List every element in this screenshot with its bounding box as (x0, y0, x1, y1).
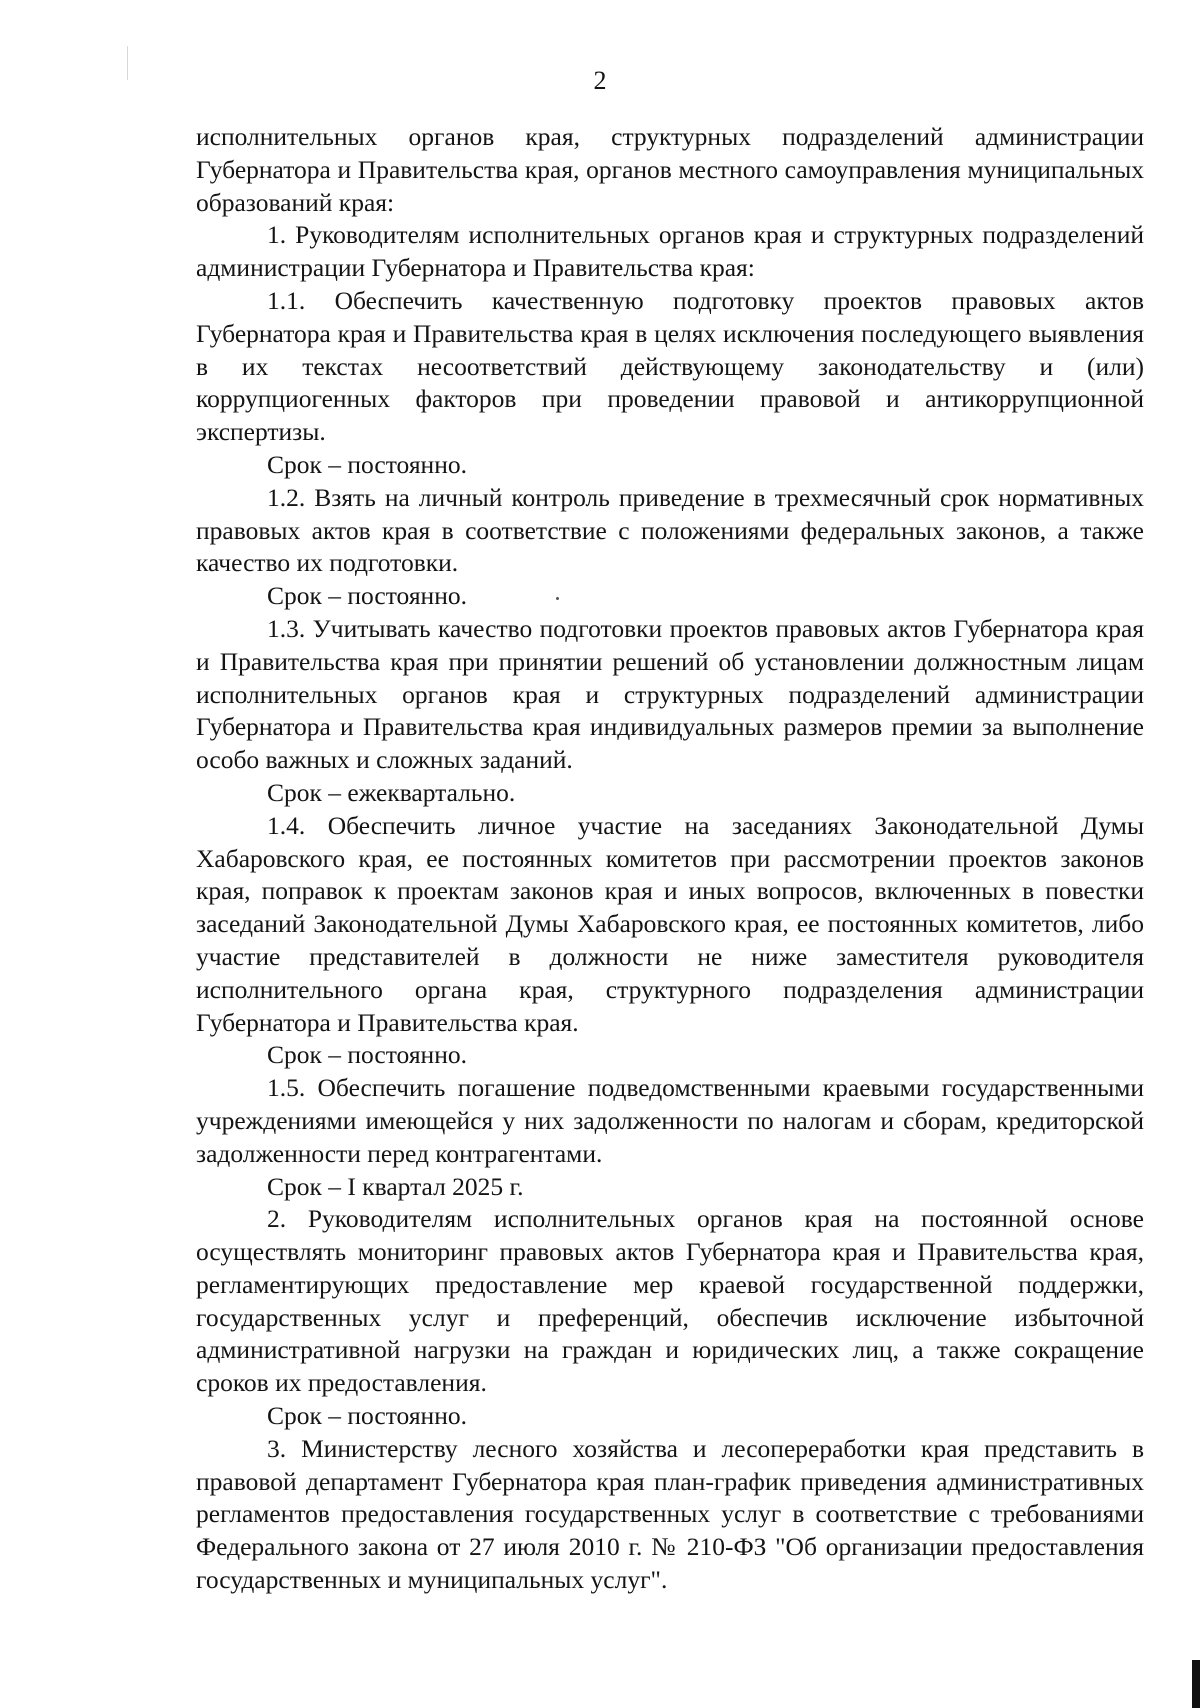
scan-edge-mark (1192, 1660, 1200, 1708)
paragraph-item-1-4: 1.4. Обеспечить личное участие на заседаниях Законодательной Думы Хабаровского края, ее постоянных комитетов при рассмотрении проектов законов края, поправок к проектам законов края и иных вопросов, включенных в повестки заседаний Законодательной Думы Хабаровского края, ее постоянных комитетов, либо участие представителей в должности не ниже заместителя руководителя исполнительного органа края, структурного подразделения администрации Губернатора и Правительства края. (196, 810, 1144, 1037)
paragraph-item-1-3: 1.3. Учитывать качество подготовки проектов правовых актов Губернатора края и Правительства края при принятии решений об установлении должностным лицам исполнительных органов края и структурных подразделений администрации Губернатора и Правительства края индивидуальных размеров премии за выполнение особо важных и сложных заданий. (196, 613, 1144, 775)
paragraph-deadline: Срок – постоянно. (267, 449, 467, 479)
paragraph-item-1: 1. Руководителям исполнительных органов края и структурных подразделений администрации Губернатора и Правительства края: (196, 220, 1144, 283)
paragraph-item-2: 2. Руководителям исполнительных органов края на постоянной основе осуществлять мониторинг правовых актов Губернатора края и Правительства края, регламентирующих предоставление мер краевой государственной поддержки, государственных услуг и преференций, обеспечив исключение избыточной административной нагрузки на граждан и юридических лиц, а также сокращение сроков их предоставления. (196, 1204, 1144, 1398)
paragraph-item-3: 3. Министерству лесного хозяйства и лесопереработки края представить в правовой департамент Губернатора края план-график приведения административных регламентов предоставления государственных услуг в соответствие с требованиями Федерального закона от 27 июля 2010 г. № 210-ФЗ "Об организации предоставления государственных и муниципальных услуг". (196, 1433, 1144, 1595)
paragraph-item-1-2: 1.2. Взять на личный контроль приведение в трехмесячный срок нормативных правовых актов края в соответствие с положениями федеральных законов, а также качество их подготовки. (196, 482, 1144, 578)
paragraph-intro: исполнительных органов края, структурных подразделений администрации Губернатора и Правительства края, органов местного самоуправления муниципальных образований края: (196, 122, 1144, 217)
paragraph-deadline: Срок – I квартал 2025 г. (267, 1171, 524, 1201)
paragraph-deadline: Срок – постоянно. (267, 1040, 467, 1070)
document-body (196, 121, 1144, 1597)
page-number: 2 (593, 66, 607, 95)
paragraph-item-1-1: 1.1. Обеспечить качественную подготовку проектов правовых актов Губернатора края и Правительства края в целях исключения последующего выявления в их текстах несоответствий действующему законодательству и (или) коррупциогенных факторов при проведении правовой и антикоррупционной экспертизы. (196, 285, 1144, 447)
paragraph-deadline: Срок – постоянно. (267, 581, 467, 611)
paragraph-deadline: Срок – ежеквартально. (267, 777, 516, 807)
paragraph-item-1-5: 1.5. Обеспечить погашение подведомственными краевыми государственными учреждениями имеющейся у них задолженности по налогам и сборам, кредиторской задолженности перед контрагентами. (196, 1073, 1144, 1168)
paragraph-deadline: Срок – постоянно. (267, 1401, 467, 1431)
